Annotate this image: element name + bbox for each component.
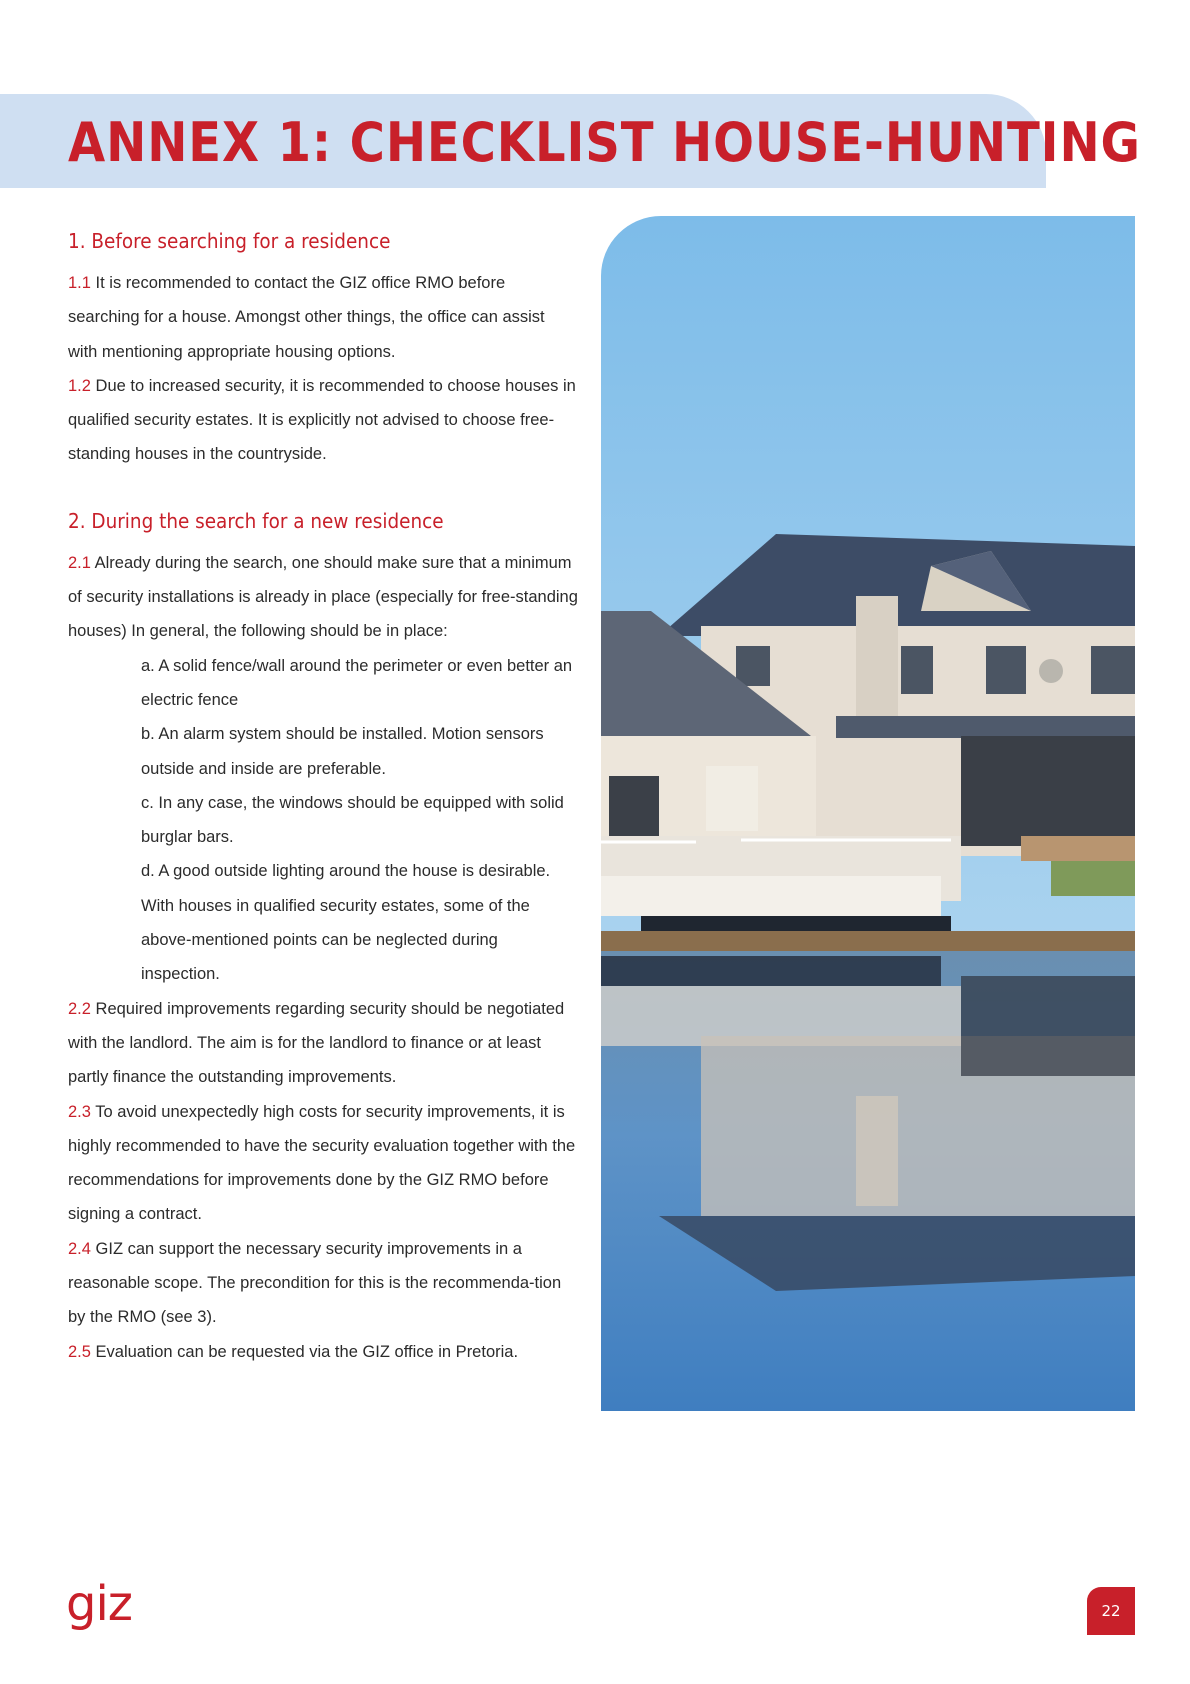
list-item	[68, 992, 578, 1095]
item-number: 2.4	[68, 1239, 91, 1258]
sub-list-item: a. A solid fence/wall around the perimeter or even better an electric fence	[141, 656, 573, 709]
item-number: 1.1	[68, 274, 91, 292]
item-text: To avoid unexpectedly high costs for security improvements, it is highly recommended to have the security evaluation together with the recommendations for improvements done by the GIZ RMO before signing a contract.	[68, 1102, 576, 1224]
item-number: 2.2	[68, 999, 91, 1018]
item-text: Already during the search, one should make sure that a minimum of security installations is already in place (especially for free-standing houses) In general, the following should be in place:	[68, 553, 578, 641]
section-gap	[68, 472, 578, 500]
list-item	[68, 266, 578, 369]
section-heading: 1. Before searching for a residence	[68, 229, 391, 253]
list-item	[68, 546, 578, 649]
section-heading: 2. During the search for a new residence	[68, 508, 444, 533]
title-banner	[0, 94, 1141, 188]
sub-list-item: c. In any case, the windows should be equipped with solid burglar bars.	[141, 793, 564, 847]
sub-list-item: d. A good outside lighting around the house is desirable. With houses in qualified security estates, some of the above-mentioned points can be neglected during inspection.	[141, 862, 551, 984]
item-number: 2.1	[68, 553, 91, 572]
item-text: Evaluation can be requested via the GIZ office in Pretoria.	[90, 1342, 519, 1361]
page-number: 22	[1087, 1587, 1135, 1635]
item-text: It is recommended to contact the GIZ office RMO before searching for a house. Amongst other things, the office can assist with mentioning appropriate housing options.	[68, 274, 545, 361]
list-item	[68, 369, 578, 472]
giz-logo: giz	[66, 1576, 132, 1632]
item-text: GIZ can support the necessary security improvements in a reasonable scope. The precondition for this is the recommenda-tion by the RMO (see 3).	[68, 1239, 562, 1327]
list-item	[68, 1095, 578, 1232]
page-title: ANNEX 1: CHECKLIST HOUSE-HUNTING	[68, 111, 1141, 174]
house-illustration	[601, 216, 1135, 1411]
item-number: 2.3	[68, 1102, 91, 1121]
item-text: Due to increased security, it is recommended to choose houses in qualified security estates. It is explicitly not advised to choose free-standing houses in the countryside.	[68, 376, 576, 464]
house-photo	[601, 216, 1135, 1411]
list-item	[68, 1232, 578, 1335]
sub-list-item: b. An alarm system should be installed. Motion sensors outside and inside are preferable.	[141, 725, 544, 778]
item-text: Required improvements regarding security should be negotiated with the landlord. The aim is for the landlord to finance or at least partly finance the outstanding improvements.	[68, 999, 565, 1087]
item-number: 2.5	[68, 1342, 91, 1361]
list-item	[68, 1335, 578, 1369]
main-content	[68, 220, 578, 1369]
item-number: 1.2	[68, 376, 91, 395]
